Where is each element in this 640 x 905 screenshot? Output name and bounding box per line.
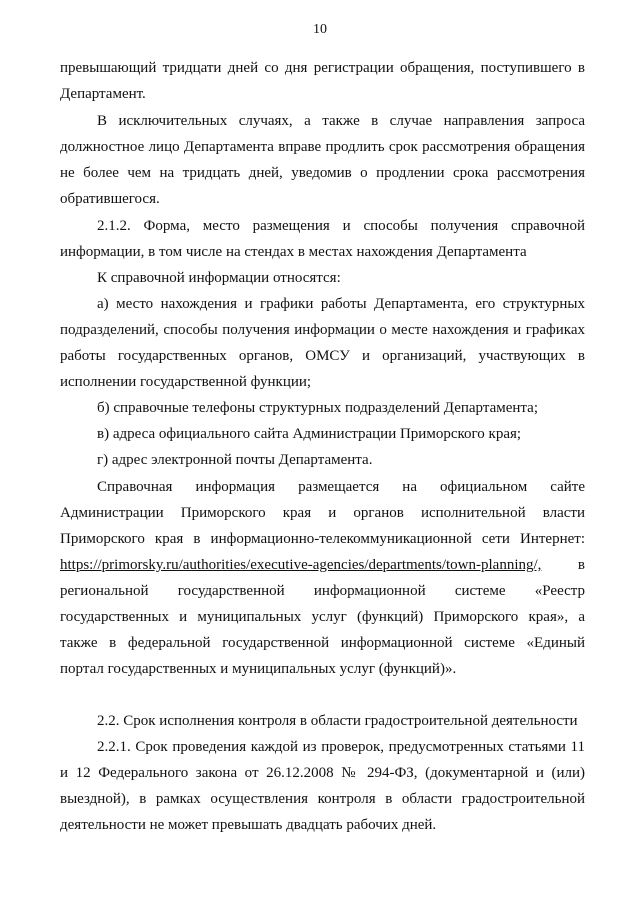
text-line: превышающий тридцати дней со дня регистрации обращения, поступившего в	[60, 60, 585, 76]
text-line: подразделений, способы получения информации о месте нахождения и графиках	[60, 322, 585, 338]
text-line: Администрации Приморского края и органов исполнительной власти	[60, 505, 585, 521]
list-item-d-line: г) адрес электронной почты Департамента.	[97, 452, 373, 468]
text-line: должностное лицо Департамента вправе продлить срок рассмотрения обращения	[60, 139, 585, 155]
text-line: обратившегося.	[60, 191, 160, 207]
text-line: Приморского края в информационно-телекоммуникационной сети Интернет:	[60, 531, 585, 547]
text-line: Справочная информация размещается на официальном сайте	[97, 479, 585, 495]
text-line: региональной государственной информационной системе «Реестр	[60, 583, 585, 599]
text-line: выездной), в рамках осуществления контроля в области градостроительной	[60, 791, 585, 807]
text-line: деятельности не может превышать двадцать рабочих дней.	[60, 817, 437, 833]
section-heading-line: 2.1.2. Форма, место размещения и способы получения справочной	[97, 218, 585, 234]
text-fragment: в	[577, 557, 585, 573]
text-line: работы государственных органов, ОМСУ и организаций, участвующих в	[60, 348, 585, 364]
text-line: также в федеральной государственной информационной системе «Единый	[60, 635, 585, 651]
text-line: портал государственных и муниципальных услуг (функций)».	[60, 661, 457, 677]
text-line: и 12 Федерального закона от 26.12.2008 № 294-ФЗ, (документарной и (или)	[60, 765, 585, 781]
text-line: государственных и муниципальных услуг (функций) Приморского края», а	[60, 609, 585, 625]
text-line: В исключительных случаях, а также в случае направления запроса	[97, 113, 585, 129]
text-line: не более чем на тридцать дней, уведомив о продлении срока рассмотрения	[60, 165, 585, 181]
page-number: 10	[313, 22, 327, 37]
link-line	[60, 555, 585, 575]
text-line: Департамент.	[60, 86, 146, 102]
list-item-c-line: в) адреса официального сайта Администрации Приморского края;	[97, 426, 522, 442]
section-heading: 2.2. Срок исполнения контроля в области градостроительной деятельности	[97, 713, 578, 729]
section-heading-line: информации, в том числе на стендах в местах нахождения Департамента	[60, 244, 527, 260]
text-line: К справочной информации относятся:	[97, 270, 341, 286]
list-item-b-line: б) справочные телефоны структурных подразделений Департамента;	[97, 400, 538, 416]
website-link[interactable]: https://primorsky.ru/authorities/executive-agencies/departments/town-planning/,	[60, 557, 542, 573]
text-line: исполнении государственной функции;	[60, 374, 312, 390]
list-item-a-line: а) место нахождения и графики работы Департамента, его структурных	[97, 296, 585, 312]
text-line: 2.2.1. Срок проведения каждой из проверок, предусмотренных статьями 11	[97, 739, 585, 755]
